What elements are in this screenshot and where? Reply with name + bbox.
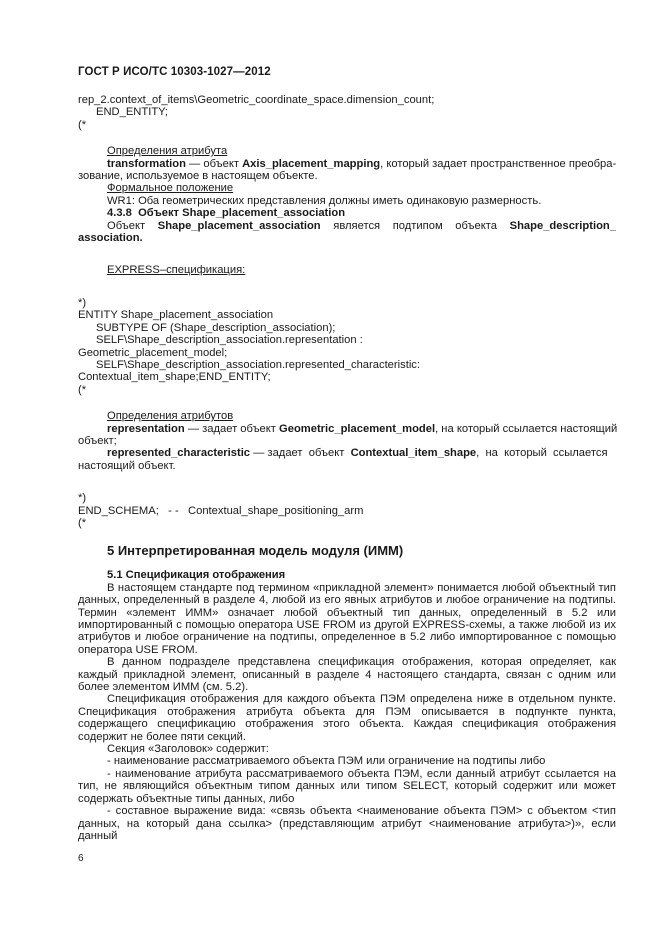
attribute-definition: representation — задает объект Geometric_placement_model, на который ссылается настоящий — [107, 422, 618, 435]
code-line: SELF\Shape_description_association.represented_characteristic: — [96, 358, 421, 371]
code-line: rep_2.context_of_items\Geometric_coordinate_space.dimension_count; — [78, 94, 435, 106]
list-item: - наименование рассматриваемого объекта ПЭМ или ограничение на подтипы либо — [107, 755, 546, 768]
attribute-definition: transformation — объект Axis_placement_mapping, который задает пространственное преобра- — [107, 157, 617, 170]
attribute-definition-cont: настоящий объект. — [78, 459, 176, 472]
code-line: SELF\Shape_description_association.representation : — [96, 334, 363, 347]
code-line: Contextual_item_shape;END_ENTITY; — [78, 371, 271, 384]
attribute-definition: represented_characteristic — задает объект Contextual_item_shape, на который ссылается — [107, 447, 608, 460]
paragraph: Спецификация отображения для каждого объекта ПЭМ определена ниже в отдельном пункте. Спецификация отображения атрибута объекта для ПЭМ описывается в подпункте пункта, содержащего спецификацию отображения этого объекта. Каждая спецификация отображения содержит не более пяти секций. — [78, 693, 616, 743]
code-line: *) — [78, 296, 87, 309]
page-header: ГОСТ Р ИСО/ТС 10303-1027—2012 — [78, 66, 271, 78]
subsection-title: 4.3.8 Объект Shape_placement_association — [107, 207, 346, 220]
page-number: 6 — [78, 853, 84, 864]
attribute-definition-cont: зование, используемое в настоящем объекте. — [78, 170, 318, 183]
subsection-title: 5.1 Спецификация отображения — [107, 569, 286, 582]
list-item: - составное выражение вида: «связь объекта <наименование объекта ПЭМ> с объектом <тип данных, на который дана ссылка> (представляющим атрибут <наименование атрибута>)», если данный — [78, 805, 616, 842]
code-line: SUBTYPE OF (Shape_description_association); — [96, 321, 336, 334]
subsection-intro: Объект Shape_placement_association является подтипом объекта Shape_description_ — [107, 219, 616, 232]
attribute-definition-cont: объект; — [78, 434, 117, 447]
express-heading: EXPRESS–спецификация: — [107, 264, 246, 277]
formal-proposition-heading: Формальное положение — [107, 182, 234, 195]
subsection-intro-cont: association. — [78, 232, 143, 245]
code-line: (* — [78, 118, 87, 131]
code-line: END_ENTITY; — [96, 106, 169, 119]
attribute-definitions-heading: Определения атрибутов — [107, 410, 234, 423]
code-line: END_SCHEMA; - - Contextual_shape_positioning_arm — [78, 504, 364, 517]
paragraph: В настоящем стандарте под термином «прикладной элемент» понимается любой объектный тип данных, определенный в разделе 4, любой из его явных атрибутов и любое ограничение на подтипы. Термин «элемент ИММ» означает любой объектный тип данных, определенный в 5.2 или импортированный с помощью оператора USE FROM из другой EXPRESS-схемы, а также любой из их атрибутов и любое ограничение на подтипы, определенное в 5.2 либо импортированное с помощью оператора USE FROM. — [78, 581, 616, 656]
list-item: - наименование атрибута рассматриваемого объекта ПЭМ, если данный атрибут ссылается на тип, не являющийся объектным типом данных или типом SELECT, который содержит или может содержать объектные типы данных, либо — [78, 767, 616, 805]
code-line: *) — [78, 492, 87, 505]
paragraph: Секция «Заголовок» содержит: — [107, 743, 269, 756]
where-rule: WR1: Оба геометрических представления должны иметь одинаковую размерность. — [107, 194, 542, 207]
code-line: Geometric_placement_model; — [78, 346, 228, 359]
section-title: 5 Интерпретированная модель модуля (ИММ) — [107, 543, 404, 559]
code-line: (* — [78, 516, 87, 529]
attribute-definitions-heading: Определения атрибута — [107, 145, 228, 158]
code-line: ENTITY Shape_placement_association — [78, 309, 274, 322]
paragraph: В данном подразделе представлена спецификация отображения, которая определяет, как каждый прикладной элемент, описанный в разделе 4 настоящего стандарта, связан с одним или более элементом ИММ (см. 5.2). — [78, 656, 616, 694]
code-line: (* — [78, 383, 87, 396]
attribute-term: transformation — [107, 157, 186, 170]
entity-name: Axis_placement_mapping — [242, 157, 381, 170]
page-content — [78, 94, 616, 842]
